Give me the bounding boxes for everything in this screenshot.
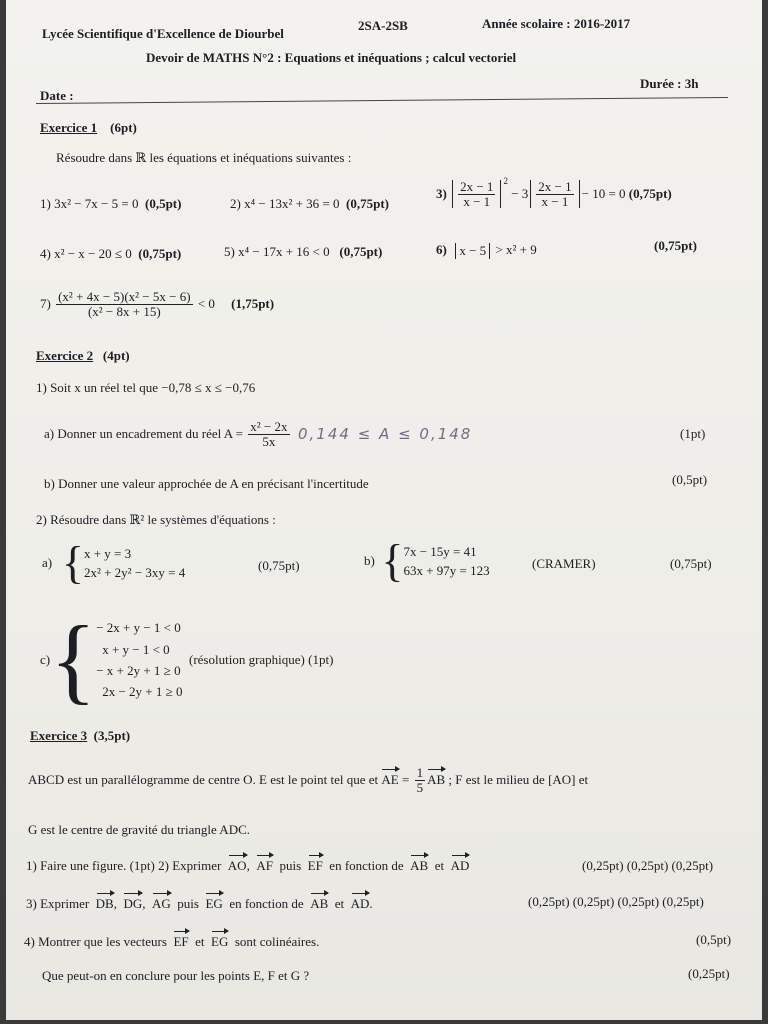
ex1-q3-den1: x − 1	[463, 193, 491, 209]
ex2-sb-line1: 7x − 15y = 41	[403, 543, 477, 559]
ex1-q1-points: (0,5pt)	[144, 196, 182, 211]
ex2-q2: 2) Résoudre dans ℝ² le systèmes d'équations :	[36, 512, 276, 527]
ex1-q6-abs: x − 5	[455, 243, 490, 259]
ex2-heading	[36, 348, 130, 364]
ex2-sc-lines	[96, 617, 182, 703]
ex2-sc-line3: − x + 2y + 1 ≥ 0	[96, 663, 181, 678]
ex3-p2: G est le centre de gravité du triangle ADC.	[28, 822, 251, 837]
ex1-q3-num1: 2x − 1	[460, 179, 494, 194]
ex3-q1-enfonction: en fonction de	[329, 858, 404, 873]
ex2-sc-line2: x + y − 1 < 0	[102, 641, 170, 657]
ex3-q3-et: et	[334, 896, 345, 911]
ex1-q6-rest: > x² + 9	[495, 242, 537, 257]
ex2-points: (4pt)	[102, 348, 130, 363]
ex1-title: Exercice 1	[40, 120, 98, 135]
ex3-q4-text: 4) Montrer que les vecteurs	[24, 934, 167, 949]
exam-title: Devoir de MATHS N°2 : Equations et inéquations ; calcul vectoriel	[146, 50, 517, 65]
ex1-q4-points: (0,75pt)	[138, 246, 182, 261]
ex1-q7-points: (1,75pt)	[231, 296, 275, 312]
ex2-sc-brace: {	[50, 606, 97, 713]
ex2-sa-label: a)	[42, 555, 53, 570]
ex2-qa-points: (1pt)	[680, 426, 706, 441]
ex2-q1: 1) Soit x un réel tel que −0,78 ≤ x ≤ −0,76	[36, 380, 256, 395]
ex2-qa-frac	[248, 420, 289, 448]
ex3-q3-text: 3) Exprimer	[26, 896, 90, 911]
ex2-qa-den: 5x	[262, 433, 276, 449]
duration: Durée : 3h	[640, 76, 699, 91]
ex1-q7	[40, 290, 274, 318]
ex2-qa-num: x² − 2x	[250, 419, 288, 434]
ex2-sc-line1: − 2x + y − 1 < 0	[96, 620, 181, 636]
ex1-intro: Résoudre dans ℝ les équations et inéquations suivantes :	[56, 150, 352, 165]
ex1-q7-label: 7)	[40, 296, 51, 312]
ex1-q7-den: (x² − 8x + 15)	[87, 303, 161, 319]
vec-AO: AO	[227, 858, 247, 873]
ex2-qa-text: a) Donner un encadrement du réel A =	[44, 426, 244, 442]
ex2-sa-line2: 2x² + 2y² − 3xy = 4	[83, 565, 186, 580]
ex2-system-c	[40, 606, 334, 713]
ex3-q4	[24, 934, 319, 950]
ex3-q1-et: et	[434, 858, 445, 873]
ex1-q3-points: (0,75pt)	[628, 186, 672, 202]
ex2-qb-points: (0,5pt)	[672, 472, 708, 487]
ex1-q7-num: (x² + 4x − 5)(x² − 5x − 6)	[58, 289, 191, 304]
ex2-system-b	[364, 535, 490, 586]
ex3-q3: 3) Exprimer DB, DG, AG puis EG en fonction de AB et AD.	[26, 896, 373, 911]
ex2-sa-points: (0,75pt)	[258, 558, 300, 573]
vec-AE: AE	[381, 772, 399, 788]
ex1-q2-text: 2) x⁴ − 13x² + 36 = 0	[230, 196, 340, 211]
ex1-q4	[40, 246, 181, 262]
ex3-p1-frac-num: 1	[416, 765, 424, 780]
ex1-q3-label: 3)	[436, 186, 447, 202]
vec-AF: AF	[256, 858, 273, 873]
ex2-sb-lines	[403, 542, 489, 581]
ex2-system-a	[42, 537, 186, 588]
header-rule	[36, 97, 728, 104]
ex2-title: Exercice 2	[36, 348, 94, 363]
vec-EG: EG	[205, 896, 223, 911]
vec-EF-2: EF	[173, 934, 189, 949]
vec-AD: AD	[450, 858, 470, 873]
ex2-qa	[44, 420, 472, 448]
ex1-q6-points: (0,75pt)	[654, 238, 697, 253]
vec-AB-3: AB	[310, 896, 329, 911]
ex3-q3-puis: puis	[177, 896, 199, 911]
ex3-q4-end: sont colinéaires.	[234, 934, 320, 949]
ex2-sa-line1: x + y = 3	[83, 545, 132, 561]
ex1-q2-points: (0,75pt)	[346, 196, 389, 211]
ex3-q1-puis: puis	[279, 858, 302, 873]
vec-DG: DG	[123, 896, 143, 911]
ex2-sc-line4: 2x − 2y + 1 ≥ 0	[102, 684, 183, 700]
ex3-p1-frac	[415, 766, 426, 794]
vec-EF: EF	[307, 858, 323, 873]
vec-DB: DB	[95, 896, 114, 911]
ex1-q3-abs1	[452, 180, 501, 208]
ex1-q3-num2: 2x − 1	[538, 179, 572, 194]
ex3-q1-text: 1) Faire une figure. (1pt) 2) Exprimer	[26, 858, 222, 873]
ex3-q4-points: (0,5pt)	[696, 932, 732, 947]
ex3-p1: ABCD est un parallélogramme de centre O. E est le point tel que et AE = $\frac{1}{5}$ AB ; F est le milieu de [AO] et	[28, 765, 589, 795]
ex1-q6	[436, 242, 537, 259]
ex1-q3	[436, 176, 672, 209]
ex3-p1a: ABCD est un parallélogramme de centre O. E est le point tel que et	[28, 772, 379, 788]
ex1-q4-text: 4) x² − x − 20 ≤ 0	[40, 246, 132, 261]
ex1-q1	[40, 196, 181, 212]
ex2-sc-label: c)	[40, 652, 51, 667]
ex3-q5: Que peut-on en conclure pour les points E, F et G ?	[42, 968, 310, 983]
ex2-qa-handwriting: 0,144 ≤ A ≤ 0,148	[298, 425, 473, 444]
vec-AB-2: AB	[410, 858, 429, 873]
ex1-q3-frac2	[536, 180, 573, 208]
ex1-heading	[40, 120, 137, 136]
ex2-sa-brace: {	[61, 537, 84, 588]
ex1-q3-mid: − 3	[511, 186, 529, 202]
ex2-sb-points: (0,75pt)	[670, 556, 712, 571]
ex1-q3-end: − 10 = 0	[581, 186, 626, 202]
ex3-q1-comma: ,	[246, 858, 250, 873]
ex3-q5-points: (0,25pt)	[688, 966, 730, 981]
date-label: Date :	[40, 88, 74, 103]
ex2-qb: b) Donner une valeur approchée de A en précisant l'incertitude	[44, 476, 369, 491]
ex2-sb-line2: 63x + 97y = 123	[403, 563, 490, 578]
ex3-q4-et: et	[195, 934, 205, 949]
ex2-sa-lines	[84, 544, 185, 583]
ex1-q3-frac1	[458, 180, 495, 208]
ex1-q3-square: 2	[503, 176, 508, 187]
ex1-q5-points: (0,75pt)	[339, 244, 383, 259]
vec-AG: AG	[152, 896, 171, 911]
ex3-q3-points: (0,25pt) (0,25pt) (0,25pt) (0,25pt)	[528, 894, 704, 909]
ex2-sb-method: (CRAMER)	[532, 556, 596, 571]
exam-sheet	[6, 0, 762, 1020]
ex1-q7-frac	[56, 290, 192, 318]
ex3-heading	[30, 728, 130, 744]
ex1-q3-den2: x − 1	[541, 193, 569, 209]
school-name: Lycée Scientifique d'Excellence de Diourbel	[42, 26, 284, 41]
class-label: 2SA-2SB	[358, 18, 408, 33]
ex2-sb-brace: {	[381, 535, 404, 586]
ex3-q1	[26, 858, 469, 874]
vec-EG-2: EG	[211, 934, 229, 949]
ex1-q6-label: 6)	[436, 242, 447, 257]
ex1-q3-abs2	[530, 180, 579, 208]
ex3-p1b: ; F est le milieu de [AO] et	[448, 772, 589, 788]
vec-AD-2: AD	[350, 896, 370, 911]
ex3-q3-enfonction: en fonction de	[229, 896, 304, 911]
ex3-q1-points: (0,25pt) (0,25pt) (0,25pt)	[582, 858, 714, 873]
ex1-q2	[230, 196, 389, 212]
ex1-q5	[224, 244, 382, 260]
ex2-sc-note: (résolution graphique) (1pt)	[189, 652, 334, 667]
school-year: Année scolaire : 2016-2017	[482, 16, 631, 31]
ex1-q7-rest: < 0	[197, 296, 215, 312]
vec-AB: AB	[427, 772, 446, 788]
ex1-points: (6pt)	[110, 120, 137, 135]
ex2-sb-label: b)	[364, 553, 375, 568]
ex3-p1-frac-den: 5	[416, 779, 424, 795]
ex3-points: (3,5pt)	[93, 728, 131, 743]
ex1-q5-text: 5) x⁴ − 17x + 16 < 0	[224, 244, 330, 259]
ex3-title: Exercice 3	[30, 728, 88, 743]
ex1-q1-text: 1) 3x² − 7x − 5 = 0	[40, 196, 139, 211]
